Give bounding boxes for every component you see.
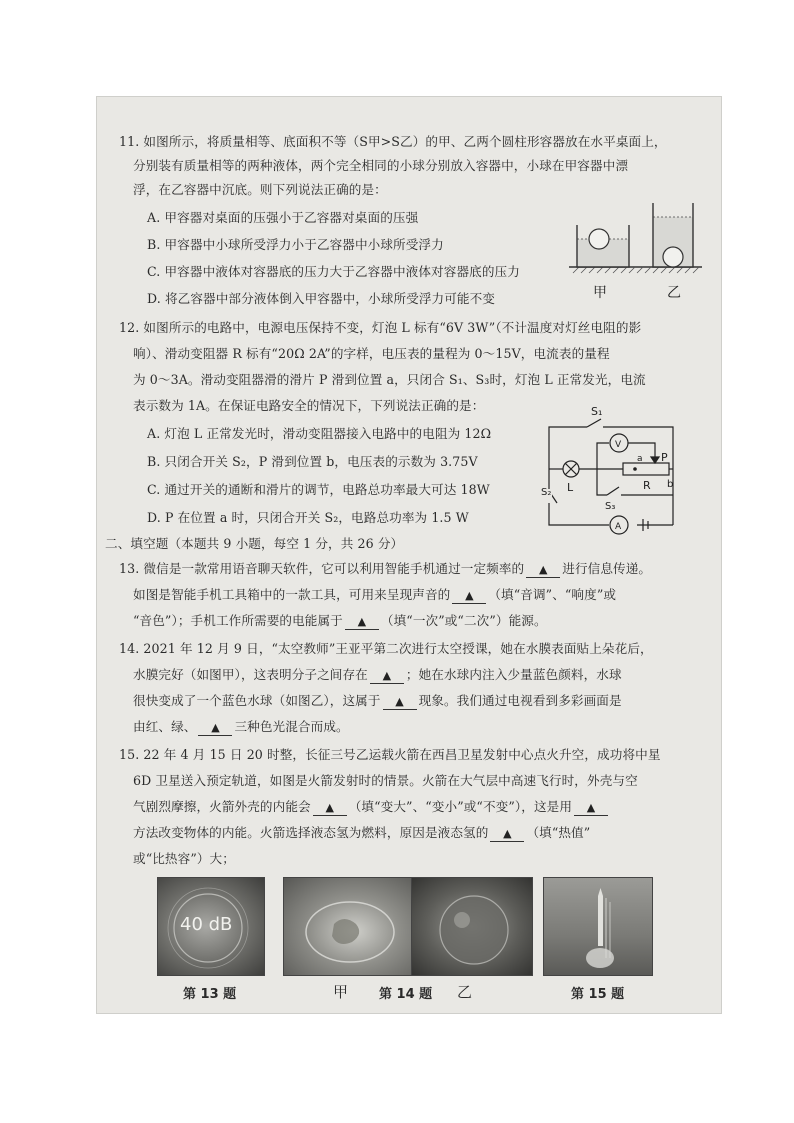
circuit-label-p: P: [661, 451, 668, 464]
q14-blank-2[interactable]: ▲: [383, 694, 417, 710]
q11-label-jia: 甲: [593, 285, 607, 301]
q15-line-2: 6D 卫星送入预定轨道，如图是火箭发射时的情景。火箭在大气层中高速飞行时，外壳与空: [133, 773, 638, 788]
q14-figure-caption: 第 14 题: [379, 987, 433, 1002]
q11-option-b: B. 甲容器中小球所受浮力小于乙容器中小球所受浮力: [147, 237, 444, 252]
q12-stem-1: 12. 如图所示的电路中，电源电压保持不变，灯泡 L 标有“6V 3W”（不计温度对灯丝电阻的影: [119, 320, 642, 335]
q14-line-1: 14. 2021 年 12 月 9 日，“太空教师”王亚平第二次进行太空授课，她在水膜表面贴上朵花后，: [119, 641, 653, 656]
q12-stem-4: 表示数为 1A。在保证电路安全的情况下，下列说法正确的是：: [133, 398, 485, 413]
circuit-label-s1: S₁: [591, 405, 603, 418]
q13-blank-3[interactable]: ▲: [345, 614, 379, 630]
q14-line-3: 很快变成了一个蓝色水球（如图乙），这属于 ▲ 现象。我们通过电视看到多彩画面是: [133, 693, 622, 708]
q12-option-d: D. P 在位置 a 时，只闭合开关 S₂，电路总功率为 1.5 W: [147, 510, 469, 525]
circuit-label-l: L: [567, 481, 574, 494]
q12-stem-3: 为 0～3A。滑动变阻器滑的滑片 P 滑到位置 a，只闭合 S₁、S₃时，灯泡 L 正常发光，电流: [133, 372, 646, 387]
circuit-label-ammeter: A: [615, 522, 622, 532]
q14-water-film-photo: [283, 877, 413, 976]
sound-level-readout: 40 dB: [180, 914, 233, 935]
q15-blank-2[interactable]: ▲: [574, 800, 608, 816]
q11-stem-2: 分别装有质量相等的两种液体，两个完全相同的小球分别放入容器中，小球在甲容器中漂: [133, 158, 629, 173]
q12-circuit-diagram: [541, 405, 683, 537]
circuit-label-r: R: [643, 479, 651, 492]
q14-blank-1[interactable]: ▲: [370, 668, 404, 684]
circuit-label-a-pos: a: [637, 454, 643, 464]
q14-label-yi: 乙: [457, 983, 473, 1001]
exam-sheet: [96, 96, 722, 1014]
q13-blank-2[interactable]: ▲: [452, 588, 486, 604]
q13-figure-caption: 第 13 题: [183, 987, 237, 1002]
q13-line-1: 13. 微信是一款常用语音聊天软件，它可以利用智能手机通过一定频率的 ▲ 进行信息传递。: [119, 561, 652, 576]
q15-rocket-launch-photo: [543, 877, 653, 976]
q11-stem-3: 浮，在乙容器中沉底。则下列说法正确的是：: [133, 182, 387, 197]
q12-stem-2: 响）、滑动变阻器 R 标有“20Ω 2A”的字样，电压表的量程为 0～15V，电流表的量程: [133, 346, 610, 361]
q14-line-4: 由红、绿、 ▲ 三种色光混合而成。: [133, 719, 349, 734]
q12-option-a: A. 灯泡 L 正常发光时，滑动变阻器接入电路中的电阻为 12Ω: [147, 426, 492, 441]
q11-stem-1: 11. 如图所示，将质量相等、底面积不等（S甲>S乙）的甲、乙两个圆柱形容器放在水平桌面上，: [119, 134, 667, 149]
q11-label-yi: 乙: [667, 285, 681, 301]
q13-blank-1[interactable]: ▲: [526, 562, 560, 578]
q12-option-c: C. 通过开关的通断和滑片的调节，电路总功率最大可达 18W: [147, 482, 490, 497]
q13-line-3: “音色”）；手机工作所需要的电能属于 ▲ （填“一次”或“二次”）能源。: [133, 613, 547, 628]
section-2-heading: 二、填空题（本题共 9 小题，每空 1 分，共 26 分）: [105, 536, 404, 551]
q15-line-3: 气剧烈摩擦，火箭外壳的内能会 ▲ （填“变大”、“变小”或“不变”），这是用 ▲: [133, 798, 610, 816]
q14-blank-3[interactable]: ▲: [198, 720, 232, 736]
q14-blue-water-ball-photo: [411, 877, 533, 976]
circuit-label-v: V: [615, 440, 622, 450]
circuit-label-s3: S₃: [605, 501, 616, 512]
q11-container-figure: [567, 201, 707, 305]
q11-option-a: A. 甲容器对桌面的压强小于乙容器对桌面的压强: [147, 210, 419, 225]
q11-option-c: C. 甲容器中液体对容器底的压力大于乙容器中液体对容器底的压力: [147, 264, 520, 279]
q13-line-2: 如图是智能手机工具箱中的一款工具，可用来呈现声音的 ▲ （填“音调”、“响度”或: [133, 587, 617, 602]
q15-line-4: 方法改变物体的内能。火箭选择液态氢为燃料，原因是液态氢的 ▲ （填“热值”: [133, 825, 591, 840]
q15-figure-caption: 第 15 题: [571, 987, 625, 1002]
q14-line-2: 水膜完好（如图甲），这表明分子之间存在 ▲ ；她在水球内注入少量蓝色颜料，水球: [133, 667, 622, 682]
q15-blank-3[interactable]: ▲: [490, 826, 524, 842]
circuit-label-b-pos: b: [667, 479, 674, 490]
q15-line-5: 或“比热容”）大；: [133, 851, 235, 866]
q14-label-jia: 甲: [333, 983, 349, 1001]
q12-option-b: B. 只闭合开关 S₂，P 滑到位置 b，电压表的示数为 3.75V: [147, 454, 478, 469]
circuit-label-s2: S₂: [541, 487, 552, 498]
q15-line-1: 15. 22 年 4 月 15 日 20 时整，长征三号乙运载火箭在西昌卫星发射中心点火升空，成功将中星: [119, 747, 661, 762]
q11-option-d: D. 将乙容器中部分液体倒入甲容器中，小球所受浮力可能不变: [147, 291, 495, 306]
q15-blank-1[interactable]: ▲: [313, 800, 347, 816]
q13-sound-meter-photo: [157, 877, 265, 976]
